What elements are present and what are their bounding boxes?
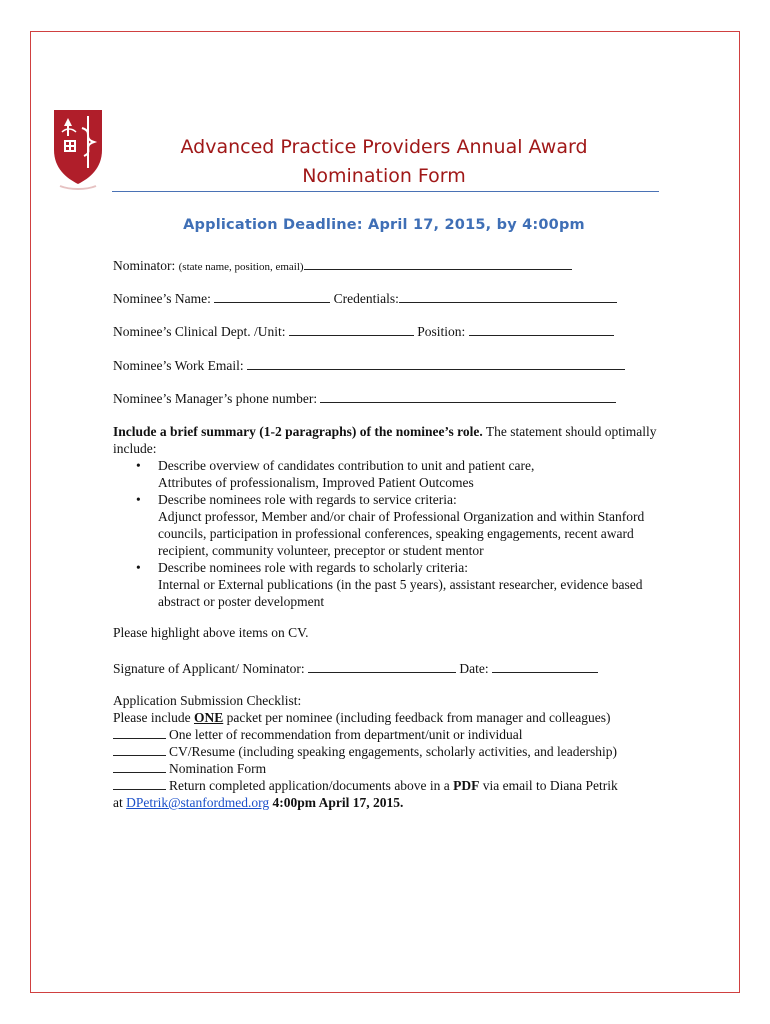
bullet-3-line1: • Describe nominees role with regards to scholarly criteria: bbox=[158, 560, 469, 575]
summary-intro-bold: Include a brief summary (1-2 paragraphs) of the nominee’s role. bbox=[113, 424, 483, 439]
nominator-blank[interactable] bbox=[304, 256, 572, 270]
highlight-note: Please highlight above items on CV. bbox=[113, 625, 309, 640]
bullet-1-line1: • Describe overview of candidates contribution to unit and patient care, bbox=[158, 458, 535, 473]
checklist-item bbox=[113, 743, 673, 760]
checkbox-blank[interactable] bbox=[113, 760, 166, 773]
checklist-heading: Application Submission Checklist: bbox=[113, 693, 302, 708]
signature-row bbox=[113, 659, 598, 677]
nominator-hint: (state name, position, email) bbox=[178, 261, 304, 273]
form-title-line1: Advanced Practice Providers Annual Award bbox=[180, 136, 588, 158]
summary-intro-rest: The statement should optimally include: bbox=[113, 424, 657, 456]
list-item bbox=[158, 559, 673, 610]
manager-phone-blank[interactable] bbox=[320, 389, 616, 403]
bullet-1-line2: Attributes of professionalism, Improved Patient Outcomes bbox=[158, 475, 474, 490]
signature-label: Signature of Applicant/ Nominator: bbox=[113, 661, 305, 676]
title-divider bbox=[112, 191, 659, 192]
summary-section bbox=[113, 423, 673, 610]
checklist-item-1: One letter of recommendation from department/unit or individual bbox=[169, 727, 523, 742]
checklist-item-3: Nomination Form bbox=[169, 761, 267, 776]
email-link[interactable]: DPetrik@stanfordmed.org bbox=[126, 795, 270, 810]
checklist-section bbox=[113, 692, 673, 811]
manager-phone-label: Nominee’s Manager’s phone number: bbox=[113, 391, 318, 406]
at-label: at bbox=[113, 795, 127, 810]
stanford-health-logo-icon bbox=[50, 106, 106, 190]
checklist-item bbox=[113, 777, 673, 794]
bullet-2-line1: • Describe nominees role with regards to service criteria: bbox=[158, 492, 457, 507]
application-deadline: Application Deadline: April 17, 2015, by 4:00pm bbox=[183, 217, 585, 233]
criteria-list bbox=[113, 457, 673, 610]
credentials-blank[interactable] bbox=[399, 289, 617, 303]
form-title-line2: Nomination Form bbox=[302, 165, 466, 187]
checkbox-blank[interactable] bbox=[113, 777, 166, 790]
signature-blank[interactable] bbox=[308, 659, 456, 673]
date-label: Date: bbox=[459, 661, 489, 676]
position-label: Position: bbox=[417, 324, 466, 339]
checklist-include bbox=[113, 709, 673, 726]
summary-intro bbox=[113, 423, 673, 457]
nominator-label: Nominator: bbox=[113, 258, 176, 273]
include-post: packet per nominee (including feedback from manager and colleagues) bbox=[223, 710, 611, 725]
list-item bbox=[158, 457, 673, 491]
nominee-name-label: Nominee’s Name: bbox=[113, 291, 211, 306]
clinical-dept-blank[interactable] bbox=[289, 322, 414, 336]
clinical-dept-label: Nominee’s Clinical Dept. /Unit: bbox=[113, 324, 286, 339]
include-emphasis: ONE bbox=[193, 710, 224, 725]
checklist-item bbox=[113, 760, 673, 777]
nominee-name-row bbox=[113, 289, 617, 307]
checklist-item-2: CV/Resume (including speaking engagements, scholarly activities, and leadership) bbox=[169, 744, 618, 759]
checkbox-blank[interactable] bbox=[113, 726, 166, 739]
nominator-row bbox=[113, 256, 572, 274]
work-email-blank[interactable] bbox=[247, 356, 625, 370]
return-pdf: PDF bbox=[453, 778, 480, 793]
position-blank[interactable] bbox=[469, 322, 614, 336]
bullet-3-line2: Internal or External publications (in the past 5 years), assistant researcher, evidence based abstract or poster development bbox=[158, 577, 643, 609]
final-deadline: 4:00pm April 17, 2015. bbox=[269, 795, 404, 810]
manager-phone-row bbox=[113, 389, 616, 407]
checkbox-blank[interactable] bbox=[113, 743, 166, 756]
clinical-dept-row bbox=[113, 322, 614, 340]
return-post: via email to Diana Petrik bbox=[479, 778, 618, 793]
work-email-label: Nominee’s Work Email: bbox=[113, 358, 244, 373]
list-item bbox=[158, 491, 673, 559]
include-pre: Please include bbox=[113, 710, 194, 725]
return-pre: Return completed application/documents above in a bbox=[169, 778, 454, 793]
date-blank[interactable] bbox=[492, 659, 598, 673]
bullet-2-line2: Adjunct professor, Member and/or chair of Professional Organization and within Stanford councils, participation in professional conferences, speaking engagements, recent award recipient, community volunteer, preceptor or student mentor bbox=[158, 509, 645, 558]
submission-email-line bbox=[113, 794, 673, 811]
credentials-label: Credentials: bbox=[333, 291, 399, 306]
nominee-name-blank[interactable] bbox=[214, 289, 330, 303]
checklist-item bbox=[113, 726, 673, 743]
work-email-row bbox=[113, 356, 625, 374]
